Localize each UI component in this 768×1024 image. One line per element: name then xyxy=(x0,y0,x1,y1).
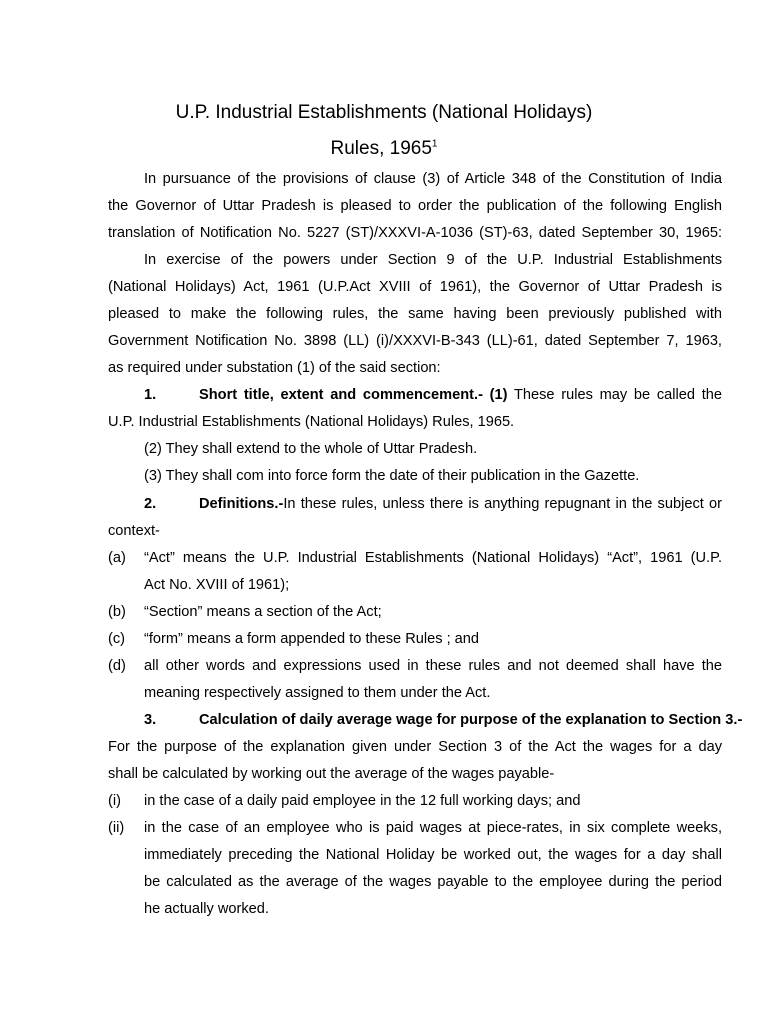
rule-heading: Short title, extent and commencement.- (1) xyxy=(199,387,508,403)
rule-text: In these rules, unless there is anything repugnant in the subject or xyxy=(283,496,722,512)
subtitle-text: Rules, 1965 xyxy=(330,138,432,159)
sub-rule: (2) They shall extend to the whole of Uttar Pradesh. xyxy=(144,441,478,457)
rule-text-line: U.P. Industrial Establishments (National Holidays) Rules, 1965. xyxy=(108,414,515,430)
sub-rule: (3) They shall com into force form the date of their publication in the Gazette. xyxy=(144,468,640,484)
preamble-line: (National Holidays) Act, 1961 (U.P.Act XVIII of 1961), the Governor of Uttar Pradesh is xyxy=(108,279,722,295)
rule-heading xyxy=(199,710,743,730)
clause-text: “form” means a form appended to these Rules ; and xyxy=(144,631,480,647)
rule-number: 1. xyxy=(144,387,157,403)
rule-text: These rules may be called the xyxy=(507,387,722,403)
document-title: U.P. Industrial Establishments (National Holidays) xyxy=(175,102,593,123)
clause-text: he actually worked. xyxy=(144,901,269,917)
rule-heading-text: Calculation of daily average wage for purpose of the explanation to Section 3.- xyxy=(199,712,743,728)
document-subtitle xyxy=(0,138,768,160)
clause-marker: (a) xyxy=(108,550,126,566)
rule-1-first-line xyxy=(199,385,722,405)
clause-marker: (c) xyxy=(108,631,126,647)
clause-marker: (d) xyxy=(108,658,126,674)
rule-number: 2. xyxy=(144,496,157,512)
preamble-line: In exercise of the powers under Section 9 of the U.P. Industrial Establishments xyxy=(144,252,722,268)
rule-text-line: shall be calculated by working out the average of the wages payable- xyxy=(108,766,555,782)
clause-text: Act No. XVIII of 1961); xyxy=(144,577,290,593)
clause-text: immediately preceding the National Holiday be worked out, the wages for a day shall xyxy=(144,847,722,863)
clause-text: be calculated as the average of the wages payable to the employee during the period xyxy=(144,874,722,890)
clause-text: in the case of a daily paid employee in the 12 full working days; and xyxy=(144,793,581,809)
clause-marker: (ii) xyxy=(108,820,125,836)
clause-marker: (i) xyxy=(108,793,121,809)
preamble-line: the Governor of Uttar Pradesh is pleased to order the publication of the following English xyxy=(108,198,722,214)
preamble-line: In pursuance of the provisions of clause (3) of Article 348 of the Constitution of India xyxy=(144,171,722,187)
preamble-line: pleased to make the following rules, the same having been previously published with xyxy=(108,306,722,322)
preamble-line: as required under substation (1) of the said section: xyxy=(108,360,441,376)
clause-text: in the case of an employee who is paid wages at piece-rates, in six complete weeks, xyxy=(144,820,722,836)
preamble-line: Government Notification No. 3898 (LL) (i)/XXXVI-B-343 (LL)-61, dated September 7, 1963, xyxy=(108,333,722,349)
footnote-reference: 1 xyxy=(431,138,438,150)
rule-text-line: context- xyxy=(108,523,160,539)
clause-marker: (b) xyxy=(108,604,126,620)
clause-text: all other words and expressions used in these rules and not deemed shall have the xyxy=(144,658,722,674)
preamble-line: translation of Notification No. 5227 (ST)/XXXVI-A-1036 (ST)-63, dated September 30, 1965: xyxy=(108,225,722,241)
rule-text-line: For the purpose of the explanation given under Section 3 of the Act the wages for a day xyxy=(108,739,722,755)
clause-text: “Act” means the U.P. Industrial Establishments (National Holidays) “Act”, 1961 (U.P. xyxy=(144,550,722,566)
rule-2-first-line xyxy=(199,494,722,514)
clause-text: meaning respectively assigned to them under the Act. xyxy=(144,685,491,701)
clause-text: “Section” means a section of the Act; xyxy=(144,604,382,620)
rule-heading: Definitions.- xyxy=(199,496,284,512)
rule-number: 3. xyxy=(144,712,157,728)
